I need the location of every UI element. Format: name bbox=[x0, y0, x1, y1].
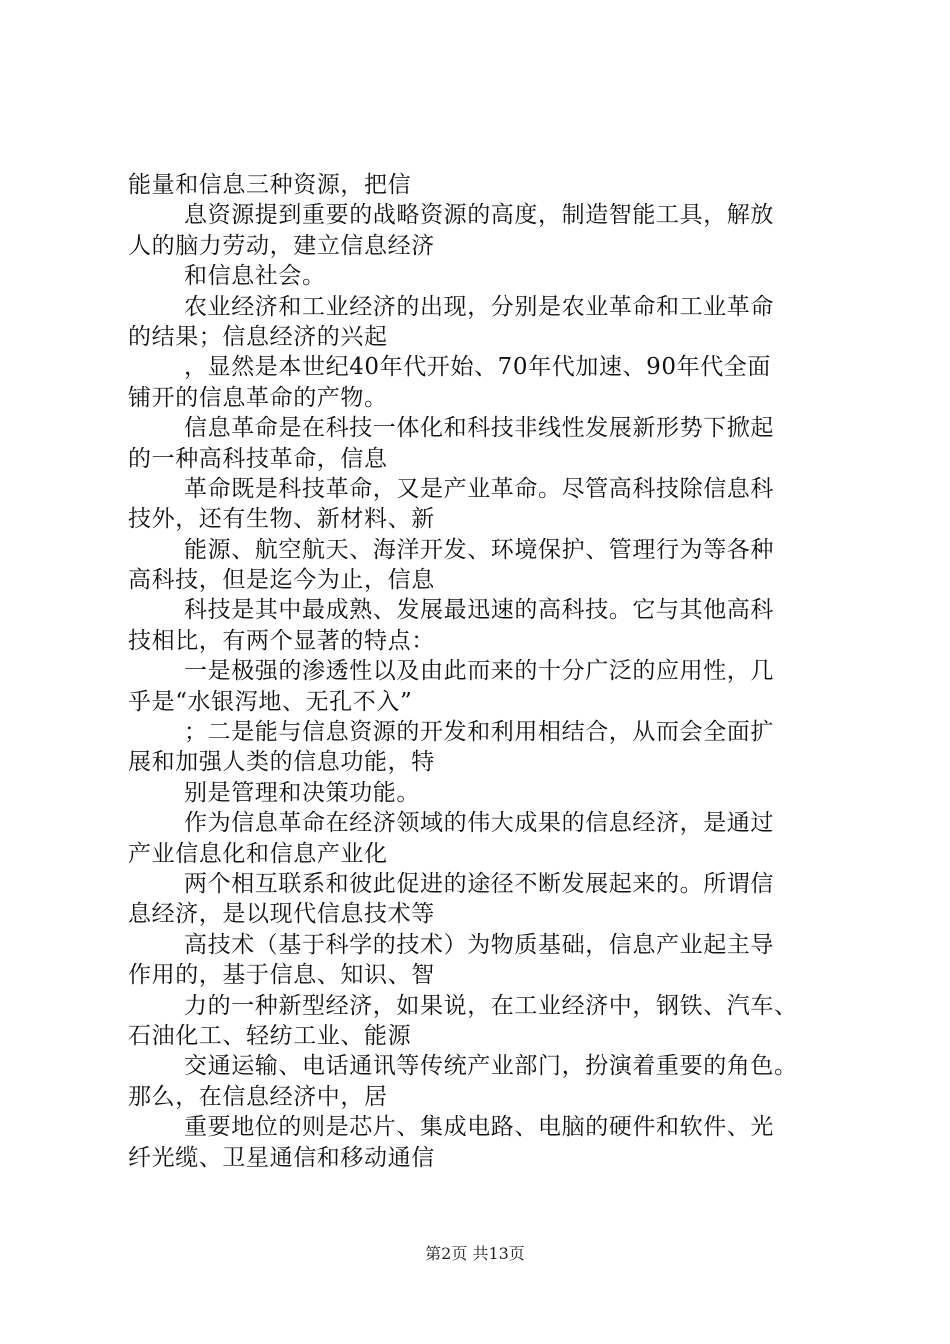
page-footer: 第2页 共13页 bbox=[425, 1244, 525, 1263]
text-line: 科技是其中最成熟、发展最迅速的高科技。它与其他高科 bbox=[184, 597, 774, 624]
text-line: 重要地位的则是芯片、集成电路、电脑的硬件和软件、光 bbox=[184, 1114, 774, 1141]
text-line: 产业信息化和信息产业化 bbox=[128, 840, 388, 867]
text-line: 作用的，基于信息、知识、智 bbox=[128, 962, 435, 989]
text-line: 纤光缆、卫星通信和移动通信 bbox=[128, 1144, 435, 1171]
text-line: 信息革命是在科技一体化和科技非线性发展新形势下掀起 bbox=[184, 415, 774, 442]
text-line: 技外，还有生物、新材料、新 bbox=[128, 506, 435, 533]
text-line: 农业经济和工业经济的出现，分别是农业革命和工业革命 bbox=[184, 293, 774, 320]
text-line: 铺开的信息革命的产物。 bbox=[128, 384, 388, 411]
text-line: 革命既是科技革命，又是产业革命。尽管高科技除信息科 bbox=[184, 475, 774, 502]
text-line: 那么，在信息经济中，居 bbox=[128, 1083, 388, 1110]
text-line: 和信息社会。 bbox=[184, 263, 326, 290]
text-line: 息经济，是以现代信息技术等 bbox=[128, 901, 435, 928]
text-line: 作为信息革命在经济领域的伟大成果的信息经济，是通过 bbox=[184, 810, 774, 837]
text-line: ，显然是本世纪40年代开始、70年代加速、90年代全面 bbox=[184, 354, 771, 381]
text-line: 力的一种新型经济，如果说，在工业经济中，钢铁、汽车、 bbox=[184, 992, 798, 1019]
text-line: 息资源提到重要的战略资源的高度，制造智能工具，解放 bbox=[184, 202, 774, 229]
text-line: 别是管理和决策功能。 bbox=[184, 779, 420, 806]
text-line: 展和加强人类的信息功能，特 bbox=[128, 749, 435, 776]
document-body bbox=[128, 170, 838, 1173]
text-line: 技相比，有两个显著的特点： bbox=[128, 627, 435, 654]
text-line: 能源、航空航天、海洋开发、环境保护、管理行为等各种 bbox=[184, 536, 774, 563]
text-line: 人的脑力劳动，建立信息经济 bbox=[128, 232, 435, 259]
text-line: 的结果；信息经济的兴起 bbox=[128, 323, 388, 350]
text-line: 乎是“水银泻地、无孔不入” bbox=[128, 688, 413, 715]
text-line: 的一种高科技革命，信息 bbox=[128, 445, 388, 472]
text-line: 高技术（基于科学的技术）为物质基础，信息产业起主导 bbox=[184, 931, 774, 958]
text-line: ；二是能与信息资源的开发和利用相结合，从而会全面扩 bbox=[184, 719, 774, 746]
text-line: 能量和信息三种资源，把信 bbox=[128, 172, 412, 198]
text-line: 交通运输、电话通讯等传统产业部门，扮演着重要的角色。 bbox=[184, 1053, 798, 1080]
text-line: 一是极强的渗透性以及由此而来的十分广泛的应用性，几 bbox=[184, 658, 774, 685]
text-line: 石油化工、轻纺工业、能源 bbox=[128, 1022, 412, 1049]
text-line: 两个相互联系和彼此促进的途径不断发展起来的。所谓信 bbox=[184, 870, 774, 897]
text-line: 高科技，但是迄今为止，信息 bbox=[128, 567, 435, 594]
